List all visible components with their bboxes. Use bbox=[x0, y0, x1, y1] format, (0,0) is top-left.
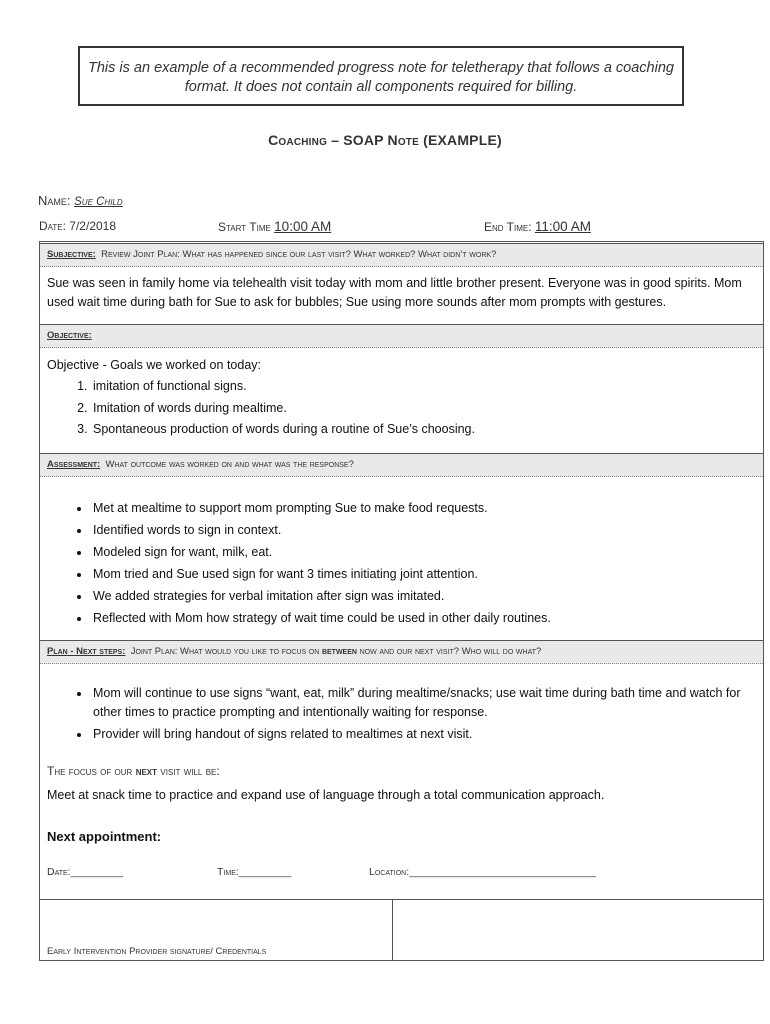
end-time-value: 11:00 AM bbox=[534, 219, 591, 234]
subjective-text: Sue was seen in family home via telehealth visit today with mom and little brother present. Everyone was in good spirits. Mom used wait time during bath for Sue to ask for bubbles; Sue using more sounds after mom prompts with gestures. bbox=[47, 276, 742, 309]
objective-header bbox=[40, 324, 763, 348]
plan-prompt-b: now and our next visit? Who will do what? bbox=[359, 646, 542, 657]
next-appointment-label: Next appointment: bbox=[47, 829, 162, 844]
appointment-time-field[interactable]: Time:_________ bbox=[217, 866, 292, 878]
focus-text: Meet at snack time to practice and expand use of language through a total communication approach. bbox=[47, 788, 605, 802]
assessment-item: • Reflected with Mom how strategy of wait time could be used in other daily routines. bbox=[91, 607, 751, 629]
end-time-field bbox=[484, 219, 591, 234]
subjective-prompt: Review Joint Plan: What has happened since our last visit? What worked? What didn’t work? bbox=[101, 249, 497, 260]
focus-label-a: The focus of our bbox=[47, 764, 133, 778]
assessment-list bbox=[47, 497, 751, 629]
client-name: Sue Child bbox=[74, 196, 123, 208]
assessment-item: • Modeled sign for want, milk, eat. bbox=[91, 541, 751, 563]
start-time-value: 10:00 AM bbox=[274, 219, 332, 234]
start-time-field bbox=[218, 219, 331, 234]
assessment-item: • Identified words to sign in context. bbox=[91, 519, 751, 541]
name-label: Name: bbox=[38, 193, 71, 208]
objective-label: Objective: bbox=[47, 330, 92, 341]
client-name-row bbox=[38, 193, 123, 208]
plan-item: • Provider will bring handout of signs related to mealtimes at next visit. bbox=[91, 725, 751, 744]
objective-intro: Objective - Goals we worked on today: bbox=[47, 358, 261, 372]
appointment-date-field[interactable]: Date:_________ bbox=[47, 866, 124, 878]
assessment-item: • We added strategies for verbal imitation after sign was imitated. bbox=[91, 585, 751, 607]
goals-list bbox=[47, 376, 475, 441]
goal-item: 2. Imitation of words during mealtime. bbox=[91, 398, 475, 420]
plan-header bbox=[40, 640, 763, 664]
plan-prompt-a: Joint Plan: What would you like to focus on bbox=[130, 646, 320, 657]
plan-label: Plan - Next steps: bbox=[47, 646, 126, 657]
signature-column-divider bbox=[392, 899, 393, 960]
assessment-item: • Mom tried and Sue used sign for want 3 times initiating joint attention. bbox=[91, 563, 751, 585]
signature-row-divider bbox=[40, 899, 763, 900]
subjective-header bbox=[40, 243, 763, 267]
plan-list bbox=[47, 684, 751, 747]
document-title: Coaching – SOAP Note (EXAMPLE) bbox=[268, 132, 502, 148]
plan-prompt-between: between bbox=[321, 646, 357, 657]
signature-label: Early Intervention Provider signature/ Credentials bbox=[47, 946, 267, 957]
disclaimer-text: This is an example of a recommended progress note for teletherapy that follows a coaching format. It does not contain all components required for billing. bbox=[88, 60, 674, 95]
assessment-prompt: What outcome was worked on and what was the response? bbox=[105, 459, 354, 470]
plan-item: • Mom will continue to use signs “want, eat, milk” during mealtime/snacks; use wait time during bath time and watch for other times to practice prompting and intentionally waiting for response. bbox=[91, 684, 751, 722]
appointment-location-field[interactable]: Location:________________________________ bbox=[369, 866, 596, 878]
focus-label-b: visit will be: bbox=[160, 764, 220, 778]
assessment-label: Assessment: bbox=[47, 459, 101, 470]
disclaimer-box bbox=[78, 46, 684, 106]
start-time-label: Start Time bbox=[218, 220, 271, 234]
assessment-header bbox=[40, 453, 763, 477]
assessment-item: • Met at mealtime to support mom prompting Sue to make food requests. bbox=[91, 497, 751, 519]
end-time-label: End Time: bbox=[484, 220, 532, 234]
goal-item: 1. imitation of functional signs. bbox=[91, 376, 475, 398]
goal-item: 3. Spontaneous production of words during a routine of Sue’s choosing. bbox=[91, 419, 475, 441]
focus-label bbox=[47, 764, 220, 778]
focus-label-next: next bbox=[135, 764, 158, 778]
date-field: Date: 7/2/2018 bbox=[39, 219, 117, 233]
subjective-label: Subjective: bbox=[47, 249, 96, 260]
